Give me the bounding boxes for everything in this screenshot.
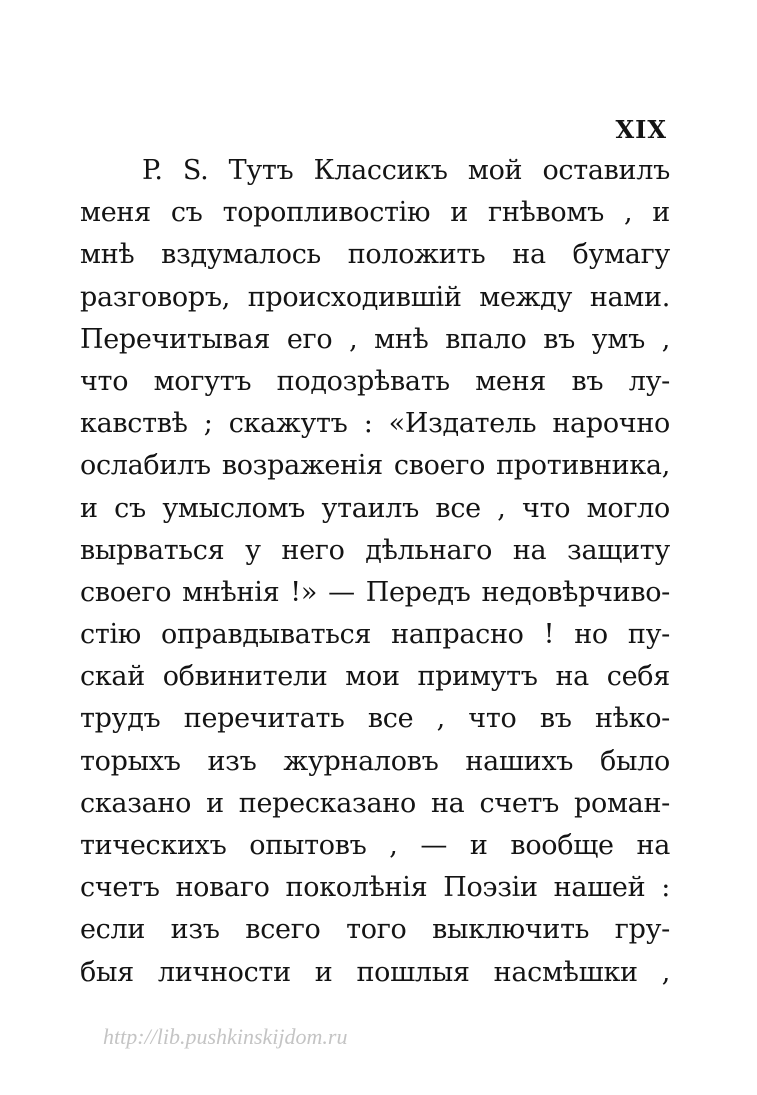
- text-line: трудъ перечитать все , что въ нѣко-: [80, 703, 670, 735]
- text-line: мнѣ вздумалось положить на бумагу: [80, 239, 670, 271]
- text-line: сказано и пересказано на счетъ роман-: [80, 787, 670, 819]
- text-line: торыхъ изъ журналовъ нашихъ было: [80, 745, 670, 777]
- watermark-url: http://lib.pushkinskijdom.ru: [103, 1024, 348, 1049]
- text-line: разговоръ, происходившій между нами.: [80, 281, 670, 313]
- text-line: своего мнѣнія !» — Передъ недовѣрчиво-: [80, 576, 670, 608]
- page-number: XIX: [615, 115, 667, 144]
- text-line: P. S. Тутъ Классикъ мой оставилъ: [142, 155, 670, 186]
- text-line: кавствѣ ; скажутъ : «Издатель нарочно: [80, 408, 670, 440]
- text-line: стію оправдываться напрасно ! но пу-: [80, 619, 670, 651]
- body-text: [80, 150, 670, 994]
- text-line: что могутъ подозрѣвать меня въ лу-: [80, 365, 670, 397]
- text-line: меня съ торопливостію и гнѣвомъ , и: [80, 197, 670, 229]
- text-line: тическихъ опытовъ , — и вообще на: [80, 830, 670, 861]
- text-line: скай обвинители мои примутъ на себя: [80, 661, 670, 693]
- text-line: вырваться у него дѣльнаго на защиту: [80, 534, 670, 566]
- text-line: счетъ новаго поколѣнія Поэзіи нашей :: [80, 872, 670, 904]
- text-line: Перечитывая его , мнѣ впало въ умъ ,: [80, 323, 670, 355]
- text-line: ослабилъ возраженія своего противника,: [80, 450, 670, 482]
- text-line: если изъ всего того выключить гру-: [80, 914, 670, 946]
- text-line: быя личности и пошлыя насмѣшки ,: [80, 956, 670, 988]
- text-line: и съ умысломъ утаилъ все , что могло: [80, 492, 670, 524]
